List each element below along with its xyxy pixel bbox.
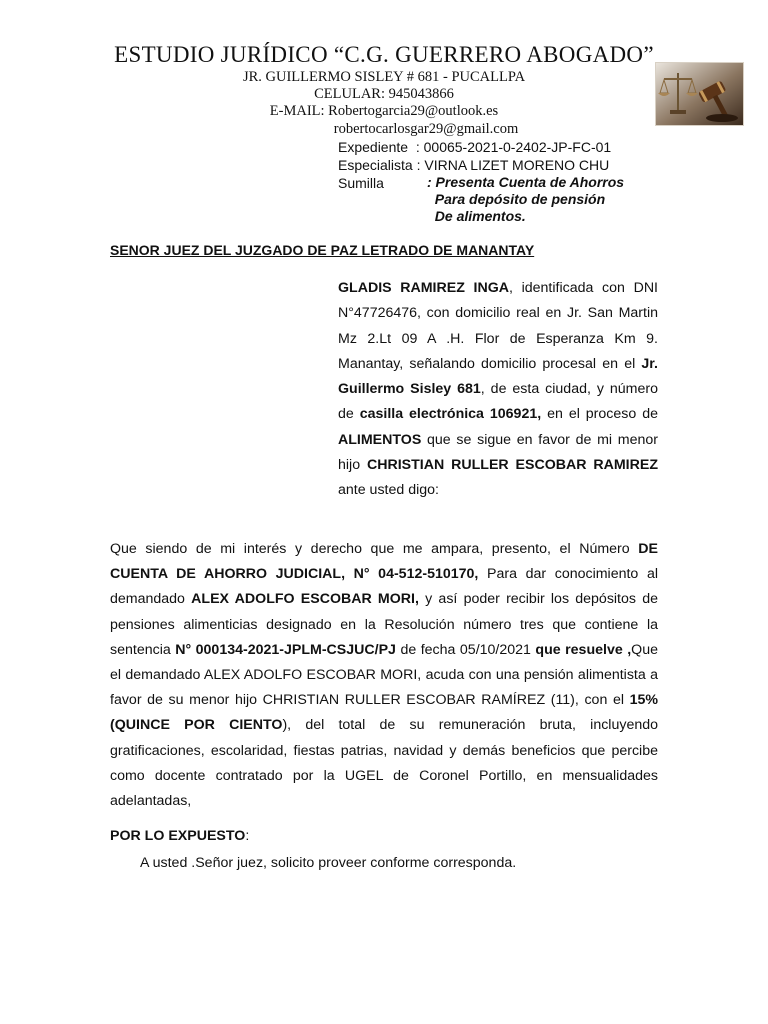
closing-heading xyxy=(110,826,249,846)
child-name: CHRISTIAN RULLER ESCOBAR RAMIREZ xyxy=(366,457,659,474)
expediente-row xyxy=(338,138,611,156)
sumilla-line: De alimentos. xyxy=(427,208,526,224)
firm-phone: CELULAR: 945043866 xyxy=(314,86,454,102)
process-type: ALIMENTOS xyxy=(338,431,422,448)
sumilla-label: Sumilla xyxy=(338,175,384,191)
account-number: DE CUENTA DE AHORRO JUDICIAL, N° 04-512-510170, xyxy=(110,541,658,583)
firm-email-2: robertocarlosgar29@gmail.com xyxy=(333,121,519,137)
main-paragraph xyxy=(110,537,658,814)
body-text: y así poder recibir los depósitos de pensiones alimenticias designado en la Resolución número tres que contiene la sentencia xyxy=(110,591,658,658)
petitioner-paragraph xyxy=(338,276,658,504)
closing-request: A usted .Señor juez, solicito proveer conforme corresponda. xyxy=(140,855,517,871)
sumilla-row xyxy=(338,174,384,192)
firm-name: ESTUDIO JURÍDICO “C.G. GUERRERO ABOGADO” xyxy=(114,42,654,67)
petitioner-name: GLADIS RAMIREZ INGA xyxy=(338,280,510,296)
closing-colon: : xyxy=(245,828,250,844)
intro-text: en el proceso de xyxy=(541,406,658,423)
intro-text: , identificada con DNI N°47726476, con domicilio real en Jr. San Martin Mz 2.Lt 09 A .H. Flor de Esperanza Km 9. Manantay, señalando domicilio procesal en el xyxy=(338,280,659,372)
electronic-box: casilla electrónica 106921, xyxy=(359,406,542,423)
sumilla-line: : Presenta Cuenta de Ahorros xyxy=(427,174,625,190)
procedural-address: Jr. Guillermo Sisley 681 xyxy=(338,355,658,398)
resolves-phrase: que resuelve , xyxy=(535,641,632,658)
sumilla-line: Para depósito de pensión xyxy=(427,191,606,207)
closing-heading-text: POR LO EXPUESTO xyxy=(110,828,246,844)
sumilla-text xyxy=(427,174,624,225)
firm-address: JR. GUILLERMO SISLEY # 681 - PUCALLPA xyxy=(242,69,526,85)
intro-text: ante usted digo: xyxy=(338,482,439,499)
body-text: Que el demandado ALEX ADOLFO ESCOBAR MORI, acuda con una pensión alimentista a favor de su menor hijo CHRISTIAN RULLER ESCOBAR RAMÍREZ (11), con el xyxy=(110,641,658,709)
body-text: de fecha 05/10/2021 xyxy=(395,641,536,658)
body-text: Para dar conocimiento al demandado xyxy=(110,566,658,608)
expediente-value: : 00065-2021-0-2402-JP-FC-01 xyxy=(415,139,612,155)
especialista-row xyxy=(338,156,609,174)
gavel-and-scales-icon xyxy=(655,62,744,126)
addressee-heading: SENOR JUEZ DEL JUZGADO DE PAZ LETRADO DE MANANTAY xyxy=(110,242,535,258)
pension-percent: 15% (QUINCE POR CIENTO xyxy=(110,692,658,734)
sentence-number: N° 000134-2021-JPLM-CSJUC/PJ xyxy=(175,641,396,658)
especialista-value: : VIRNA LIZET MORENO CHU xyxy=(416,157,610,173)
body-text: ), del total de su remuneración bruta, incluyendo gratificaciones, escolaridad, fiestas patrias, navidad y demás beneficios que percibe como docente contratado por la UGEL de Coronel Portillo, en mensualidades adelantadas, xyxy=(110,717,659,810)
firm-email-1: E-MAIL: Robertogarcia29@outlook.es xyxy=(269,103,499,119)
intro-text: , de esta ciudad, y número de xyxy=(338,381,658,423)
especialista-label: Especialista xyxy=(338,157,413,173)
intro-text: que se sigue en favor de mi menor hijo xyxy=(338,431,658,474)
expediente-label: Expediente xyxy=(338,139,409,155)
defendant-name: ALEX ADOLFO ESCOBAR MORI, xyxy=(191,591,419,608)
body-text: Que siendo de mi interés y derecho que me ampara, presento, el Número xyxy=(110,541,639,557)
